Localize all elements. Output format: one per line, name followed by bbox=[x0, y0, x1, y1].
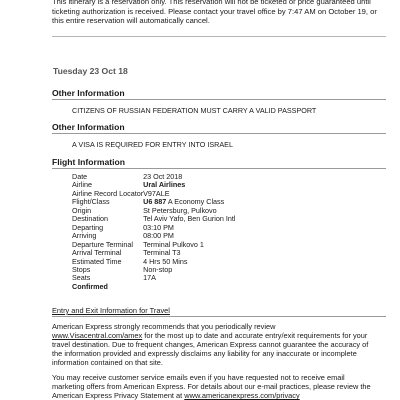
row-label: Estimated Time bbox=[72, 256, 122, 266]
other-information-section-2 bbox=[52, 121, 386, 149]
row-value: 17A bbox=[143, 273, 156, 283]
row-label: Arrival Terminal bbox=[72, 248, 122, 258]
divider-top bbox=[52, 36, 386, 37]
paragraph-line: marketing offers from American Express. For details about our e-mail practices, please review the bbox=[52, 382, 371, 392]
row-value: Ural Airlines bbox=[143, 180, 186, 190]
table-row bbox=[72, 283, 235, 291]
privacy-link[interactable]: www.americanexpress.com/privacy bbox=[184, 391, 300, 400]
visa-requirement-text: A VISA IS REQUIRED FOR ENTRY INTO ISRAEL bbox=[72, 140, 233, 149]
paragraph-line bbox=[52, 331, 392, 340]
row-value: Tel Aviv Yafo, Ben Gurion Intl bbox=[143, 214, 236, 224]
notice-line-1: This itinerary is a reservation only. This reservation will not be ticketed or price guaranteed until bbox=[52, 0, 371, 6]
row-label: Airline bbox=[72, 180, 92, 190]
row-label: Departing bbox=[72, 222, 104, 232]
row-value: 4 Hrs 50 Mins bbox=[143, 256, 188, 266]
row-value: V97ALE bbox=[143, 188, 170, 198]
paragraph-line: You may receive customer service emails even if you have requested not to receive email bbox=[52, 373, 345, 382]
date-header: Tuesday 23 Oct 18 bbox=[53, 66, 128, 76]
notice-line-2: ticketing authorization is received. Please contact your travel office by 7:47 AM on October 19, or bbox=[52, 6, 377, 16]
row-value: St Petersburg, Pulkovo bbox=[143, 205, 217, 215]
row-value: 03:10 PM bbox=[143, 222, 174, 232]
visacentral-link[interactable]: www.Visacentral.com/amex bbox=[52, 331, 143, 341]
flight-class: A Economy Class bbox=[166, 197, 225, 207]
entry-exit-info-link[interactable]: Entry and Exit Information for Travel bbox=[52, 306, 170, 315]
flight-details-table bbox=[72, 173, 235, 291]
amex-recommendation-paragraph bbox=[52, 322, 392, 367]
section-divider bbox=[52, 168, 386, 169]
paragraph-line: information contained on that site. bbox=[52, 358, 163, 368]
row-label: Stops bbox=[72, 264, 91, 274]
row-value: 08:00 PM bbox=[143, 231, 174, 241]
row-label: Date bbox=[72, 172, 88, 181]
row-value: Terminal T3 bbox=[143, 248, 181, 258]
row-label: Seats bbox=[72, 273, 91, 283]
flight-number: U6 887 bbox=[143, 197, 167, 207]
reservation-notice bbox=[52, 0, 384, 26]
row-label: Airline Record Locator bbox=[72, 188, 144, 198]
divider-bottom bbox=[52, 316, 386, 317]
other-information-section-1 bbox=[52, 87, 386, 115]
paragraph-line: American Express strongly recommends that you periodically review bbox=[52, 322, 276, 331]
paragraph-text: American Express Privacy Statement at bbox=[52, 391, 185, 400]
booking-status: Confirmed bbox=[72, 281, 108, 291]
section-divider bbox=[52, 133, 386, 134]
section-divider bbox=[52, 99, 386, 100]
flight-information-section bbox=[52, 156, 386, 169]
email-practices-paragraph bbox=[52, 373, 392, 400]
row-value: 23 Oct 2018 bbox=[143, 172, 183, 181]
paragraph-line bbox=[52, 391, 392, 400]
row-label: Departure Terminal bbox=[72, 239, 133, 249]
paragraph-line: the information provided and expressly disclaims any liability for any inaccurate or incomplete bbox=[52, 349, 357, 359]
section-title: Flight Information bbox=[52, 157, 126, 167]
section-title: Other Information bbox=[52, 88, 125, 98]
row-label: Arriving bbox=[72, 231, 97, 241]
section-title: Other Information bbox=[52, 122, 125, 132]
passport-requirement-text: CITIZENS OF RUSSIAN FEDERATION MUST CARRY A VALID PASSPORT bbox=[72, 106, 317, 115]
notice-line-3: this entire reservation will automatically cancel. bbox=[52, 16, 210, 26]
row-label: Origin bbox=[72, 205, 92, 215]
row-label: Destination bbox=[72, 214, 108, 224]
paragraph-line: travel destination. Due to frequent changes, American Express cannot guarantee the accuracy of bbox=[52, 340, 369, 350]
row-value: Non-stop bbox=[143, 264, 173, 274]
row-label: Flight/Class bbox=[72, 197, 110, 207]
row-value: Terminal Pulkovo 1 bbox=[143, 239, 204, 249]
paragraph-text: for the most up to date and accurate entry/exit requirements for your bbox=[142, 331, 368, 341]
